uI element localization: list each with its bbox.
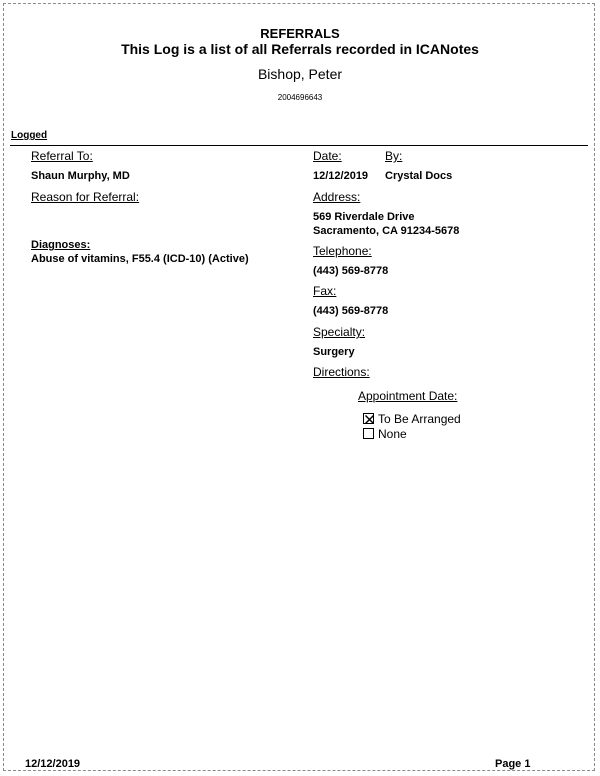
footer-date: 12/12/2019 [25,758,81,770]
fax-value: (443) 569-8778 [313,305,389,317]
checkmark-x-icon [364,414,375,425]
specialty-value: Surgery [313,346,355,358]
section-divider [10,145,588,146]
diagnoses-value: Abuse of vitamins, F55.4 (ICD-10) (Active) [31,253,249,265]
none-checkbox[interactable] [363,428,374,439]
date-value: 12/12/2019 [313,170,369,182]
address-line1: 569 Riverdale Drive [313,211,415,223]
by-value: Crystal Docs [385,170,453,182]
report-subtitle: This Log is a list of all Referrals recorded in ICANotes [121,41,479,57]
telephone-value: (443) 569-8778 [313,265,389,277]
to-be-arranged-label: To Be Arranged [378,412,461,426]
specialty-label: Specialty: [313,325,366,339]
none-label: None [378,427,407,441]
patient-id: 2004696643 [277,93,323,102]
logged-section-label: Logged [11,130,48,141]
report-page [3,3,595,771]
address-line2: Sacramento, CA 91234-5678 [313,225,460,237]
address-label: Address: [313,190,361,204]
telephone-label: Telephone: [313,244,372,258]
appointment-date-label: Appointment Date: [358,389,458,403]
patient-name: Bishop, Peter [257,66,343,82]
referral-to-label: Referral To: [31,149,93,163]
reason-label: Reason for Referral: [31,190,140,204]
by-label: By: [385,149,403,163]
report-title: REFERRALS [260,26,340,41]
fax-label: Fax: [313,284,337,298]
footer-page-number: Page 1 [495,758,531,770]
diagnoses-label: Diagnoses: [31,239,91,251]
date-label: Date: [313,149,342,163]
to-be-arranged-checkbox[interactable] [363,413,374,424]
referral-to-value: Shaun Murphy, MD [31,170,130,182]
directions-label: Directions: [313,365,370,379]
